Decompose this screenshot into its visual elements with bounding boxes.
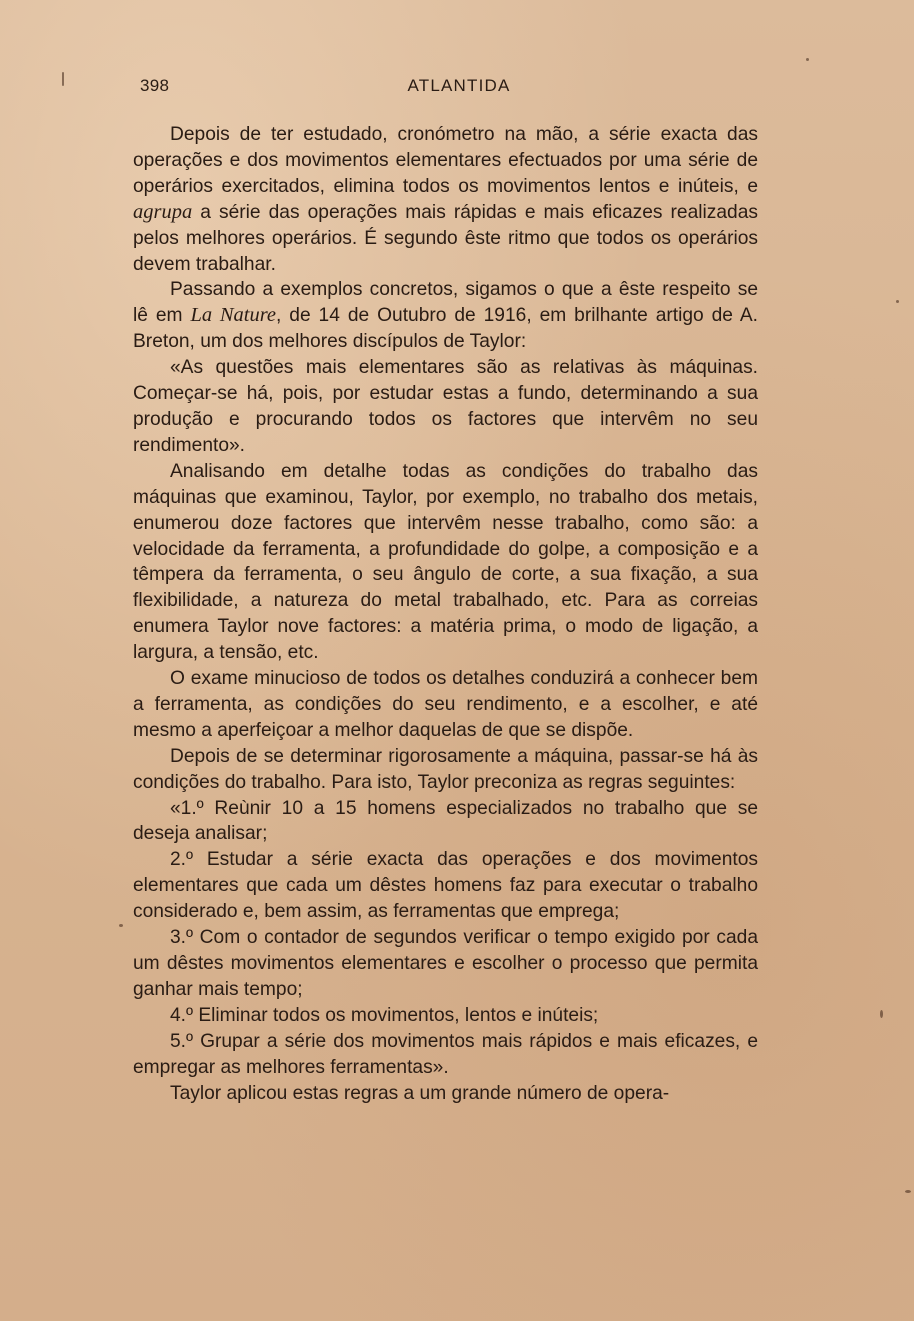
rule-item-4: 4.º Eliminar todos os movimentos, lentos e inúteis;: [170, 1004, 599, 1026]
paragraph: O exame minucioso de todos os detalhes conduzirá a conhecer bem a ferramenta, as condições do seu rendimento, e a escolher, e até mesmo a aperfeiçoar a melhor daquelas de que se dispõe.: [133, 668, 758, 741]
rule-item-2: 2.º Estudar a série exacta das operações e dos movimentos elementares que cada um dêstes homens faz para executar o trabalho considerado e, bem assim, as ferramentas que emprega;: [133, 849, 758, 923]
body-text: [133, 122, 758, 1106]
paper-speck: [880, 1010, 883, 1018]
rule-item-5: 5.º Grupar a série dos movimentos mais rápidos e mais eficazes, e empregar as melhores ferramentas».: [133, 1030, 758, 1078]
emphasis-title: La Nature: [190, 304, 277, 327]
paragraph: Depois de se determinar rigorosamente a máquina, passar-se há às condições do trabalho. Para isto, Taylor preconiza as regras seguintes:: [133, 745, 758, 793]
paper-speck: [806, 58, 809, 61]
paragraph: Taylor aplicou estas regras a um grande número de opera-: [170, 1082, 670, 1104]
paper-speck: [62, 72, 64, 86]
paper-speck: [119, 924, 123, 927]
rule-item-1: «1.º Reùnir 10 a 15 homens especializados no trabalho que se deseja analisar;: [133, 797, 758, 845]
quotation-paragraph: «As questões mais elementares são as relativas às máquinas. Começar-se há, pois, por estudar estas a fundo, determinando a sua produção e procurando todos os factores que intervêm no seu rendimento».: [133, 357, 758, 456]
emphasis-word: agrupa: [133, 200, 193, 223]
page-header: [140, 76, 760, 100]
paragraph: Analisando em detalhe todas as condições do trabalho das máquinas que examinou, Taylor, por exemplo, no trabalho dos metais, enumerou doze factores que intervêm nesse trabalho, como são: a velocidade da ferramenta, a profundidade do golpe, a composição e a têmpera da ferramenta, o seu ângulo de corte, a sua fixação, a sua flexibilidade, a natureza do metal trabalhado, etc. Para as correias enumera Taylor nove factores: a matéria prima, o modo de ligação, a largura, a tensão, etc.: [133, 460, 758, 664]
paragraph: Passando a exemplos concretos, sigamos o que a êste respeito se lê em La Nature, de 14 de Outubro de 1916, em brilhante artigo de A. Breton, um dos melhores discípulos de Taylor:: [133, 279, 758, 353]
running-head: ATLANTIDA: [407, 76, 511, 95]
paper-speck: [905, 1190, 911, 1193]
paragraph: Depois de ter estudado, cronómetro na mão, a série exacta das operações e dos movimentos elementares efectuados por uma série de operários exercitados, elimina todos os movimentos lentos e inúteis, e agrupa a série das operações mais rápidas e mais eficazes realizadas pelos melhores operários. É segundo êste ritmo que todos os operários devem trabalhar.: [133, 124, 758, 275]
page-number: 398: [140, 76, 170, 95]
rule-item-3: 3.º Com o contador de segundos verificar o tempo exigido por cada um dêstes movimentos elementares e escolher o processo que permita ganhar mais tempo;: [133, 927, 758, 1000]
paper-speck: [896, 300, 899, 303]
